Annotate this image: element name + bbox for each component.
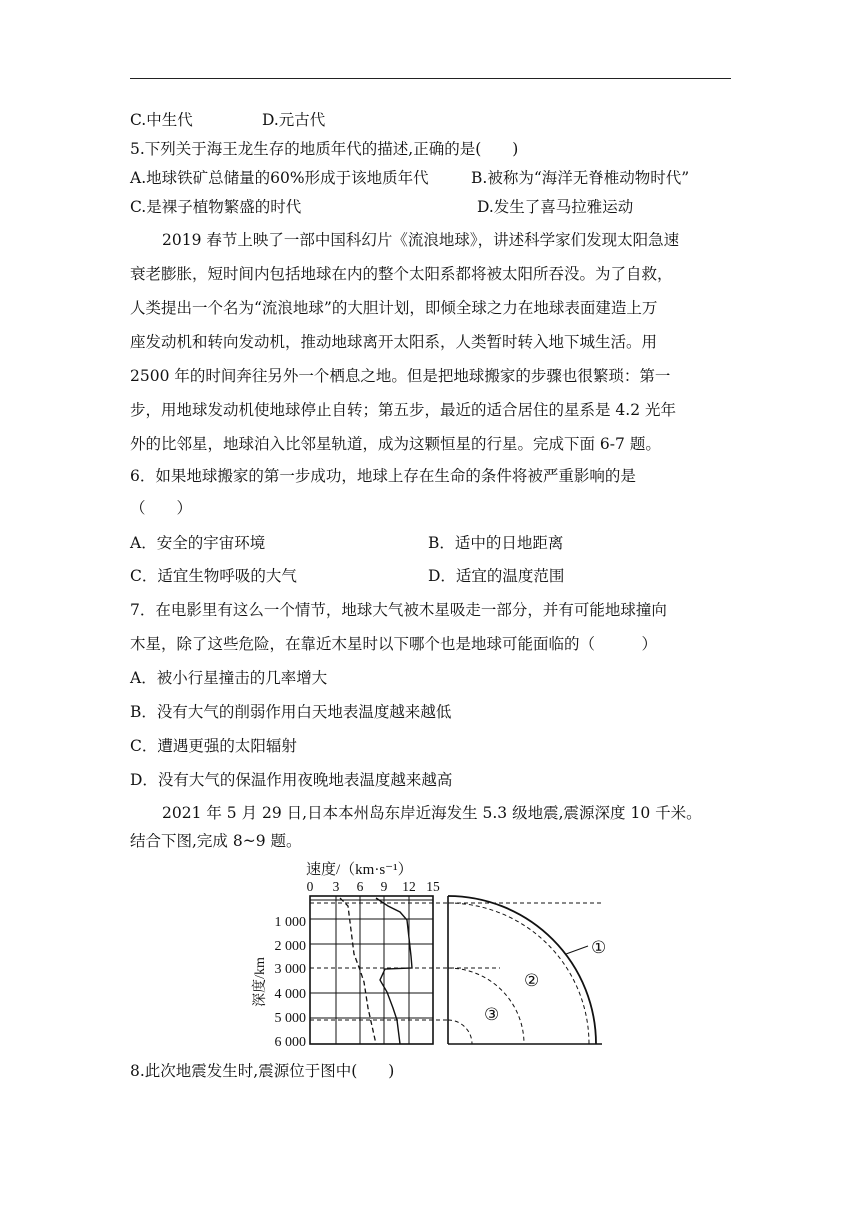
passage1-line-5: 2500 年的时间奔往另外一个栖息之地。但是把地球搬家的步骤也很繁琐：第一: [130, 367, 671, 385]
q5-stem: 5.下列关于海王龙生存的地质年代的描述,正确的是( ): [130, 140, 519, 158]
q7-option-c: C．遭遇更强的太阳辐射: [130, 737, 297, 755]
x-tick-9: 9: [380, 879, 388, 894]
x-tick-3: 3: [332, 879, 340, 894]
figure-speed-axis-title: 速度/（km·s⁻¹）: [306, 862, 413, 878]
moho-arc: [448, 903, 589, 1044]
passage1-line-2: 衰老膨胀，短时间内包括地球在内的整个太阳系都将被太阳所吞没。为了自救，: [130, 265, 673, 283]
earth-section-quadrant: [448, 896, 602, 1044]
y-tick-2000: 2 000: [274, 939, 306, 954]
layer-labels: [484, 938, 606, 1024]
layer-label-3: ③: [484, 1005, 500, 1024]
passage1-line-1: 2019 春节上映了一部中国科幻片《流浪地球》，讲述科学家们发现太阳急速: [162, 231, 680, 249]
p-wave-curve: [376, 898, 412, 1044]
passage1-line-4: 座发动机和转向发动机，推动地球离开太阳系，人类暂时转入地下城生活。用: [130, 333, 658, 351]
q6-stem: 6．如果地球搬家的第一步成功，地球上存在生命的条件将被严重影响的是: [130, 467, 636, 485]
y-tick-4000: 4 000: [274, 987, 306, 1002]
figure-y-ticks: [275, 915, 307, 1050]
header-rule: [130, 78, 731, 79]
x-tick-15: 15: [426, 879, 440, 894]
y-tick-6000: 6 000: [274, 1035, 306, 1050]
q6-option-d: D．适宜的温度范围: [428, 567, 565, 585]
x-tick-0: 0: [306, 879, 314, 894]
q4-option-c: C.中生代: [130, 111, 193, 129]
passage1-line-7: 外的比邻星，地球泊入比邻星轨道，成为这颗恒星的行星。完成下面 6-7 题。: [130, 435, 661, 453]
layer-label-2: ②: [524, 971, 540, 990]
q5-option-c: C.是裸子植物繁盛的时代: [130, 198, 302, 216]
passage1-line-3: 人类提出一个名为“流浪地球”的大胆计划，即倾全球之力在地球表面建造上万: [130, 299, 658, 317]
q8-stem: 8.此次地震发生时,震源位于图中( ): [130, 1062, 395, 1080]
q4-option-d: D.元古代: [262, 111, 326, 129]
q6-option-c: C．适宜生物呼吸的大气: [130, 567, 297, 585]
y-tick-1000: 1 000: [274, 915, 306, 930]
q7-stem-1: 7．在电影里有这么一个情节，地球大气被木星吸走一部分，并有可能地球撞向: [130, 601, 667, 619]
x-tick-12: 12: [402, 879, 416, 894]
q7-option-b: B．没有大气的削弱作用白天地表温度越来越低: [130, 703, 452, 721]
passage1-line-6: 步，用地球发动机使地球停止自转；第五步，最近的适合居住的星系是 4.2 光年: [130, 401, 677, 419]
q5-option-b: B.被称为“海洋无脊椎动物时代”: [471, 169, 690, 187]
passage2-line-1: 2021 年 5 月 29 日,日本本州岛东岸近海发生 5.3 级地震,震源深度 10 千米。: [162, 804, 702, 822]
seismic-wave-figure: [240, 858, 620, 1054]
q6-paren: （ ）: [130, 499, 193, 517]
passage2-line-2: 结合下图,完成 8~9 题。: [130, 832, 302, 850]
q7-option-d: D．没有大气的保温作用夜晚地表温度越来越高: [130, 771, 453, 789]
q7-stem-2: 木星，除了这些危险，在靠近木星时以下哪个也是地球可能面临的（ ）: [130, 635, 658, 653]
q6-option-a: A．安全的宇宙环境: [130, 534, 266, 552]
y-tick-5000: 5 000: [274, 1011, 306, 1026]
layer-label-1: ①: [591, 938, 607, 957]
q5-option-d: D.发生了喜马拉雅运动: [477, 198, 634, 216]
earth-surface-arc: [448, 896, 596, 1044]
y-tick-3000: 3 000: [274, 962, 306, 977]
s-wave-curve: [340, 898, 376, 1044]
figure-x-ticks: [307, 879, 440, 894]
figure-depth-axis-label: 深度/km: [253, 957, 268, 1007]
layer-1-leader-line: [566, 946, 588, 954]
x-tick-6: 6: [356, 879, 364, 894]
boundary-dashed-lines: [310, 903, 607, 1020]
inner-core-arc: [448, 1020, 472, 1044]
q7-option-a: A．被小行星撞击的几率增大: [130, 669, 328, 687]
q6-option-b: B．适中的日地距离: [428, 534, 564, 552]
q5-option-a: A.地球铁矿总储量的60%形成于该地质年代: [130, 169, 429, 187]
